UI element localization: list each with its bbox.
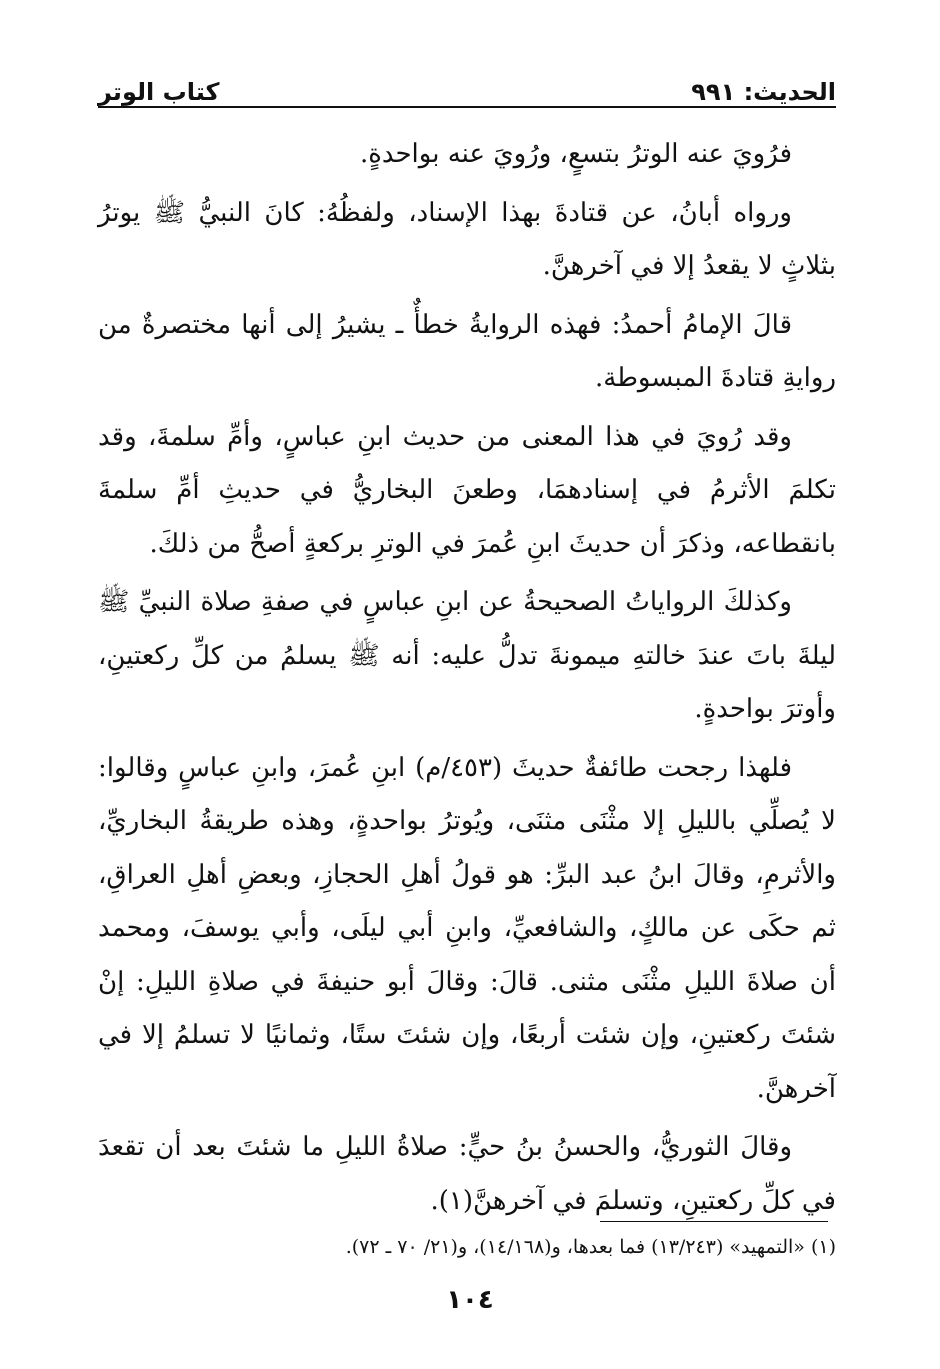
- main-text: [98, 128, 836, 1233]
- paragraph: وكذلكَ الرواياتُ الصحيحةُ عن ابنِ عباسٍ في صفةِ صلاة النبيِّ ﷺ ليلةَ باتَ عندَ خالتهِ ميمونةَ تدلُّ عليه: أنه ﷺ يسلمُ من كلِّ ركعتينِ، وأوترَ بواحدةٍ.: [98, 587, 836, 724]
- paragraph: وقد رُويَ في هذا المعنى من حديث ابنِ عباسٍ، وأمِّ سلمةَ، وقد تكلمَ الأثرمُ في إسنادهمَا، وطعنَ البخاريُّ في حديثِ أمِّ سلمةَ بانقطاعه، وذكرَ أن حديثَ ابنِ عُمرَ في الوترِ بركعةٍ أصحُّ من ذلكَ.: [98, 421, 836, 559]
- page-number: ١٠٤: [446, 1285, 494, 1315]
- footnote-divider: [600, 1221, 828, 1222]
- paragraph: قالَ الإمامُ أحمدُ: فهذه الروايةُ خطأٌ ـ يشيرُ إلى أنها مختصرةٌ من روايةِ قتادةَ المبسوطة.: [98, 309, 836, 393]
- header-divider: [98, 106, 836, 108]
- hadith-number: الحديث: ٩٩١: [691, 78, 836, 106]
- book-title: كتاب الوتر: [98, 78, 220, 106]
- footnote: (١) «التمهيد» (١٣/٢٤٣) فما بعدها، و(١٤/١٦٨)، و(٢١/ ٧٠ ـ ٧٢).: [345, 1236, 836, 1258]
- running-header: [98, 70, 836, 106]
- paragraph: ورواه أبانُ، عن قتادةَ بهذا الإسناد، ولفظُهُ: كانَ النبيُّ ﷺ يوترُ بثلاثٍ لا يقعدُ إلا في آخرهنَّ.: [98, 197, 836, 281]
- paragraph: فرُويَ عنه الوترُ بتسعٍ، ورُويَ عنه بواحدةٍ.: [359, 139, 792, 169]
- paragraph: وقالَ الثوريُّ، والحسنُ بنُ حيٍّ: صلاةُ الليلِ ما شئتَ بعد أن تقعدَ في كلِّ ركعتينِ، وتسلمَ في آخرهنَّ(١).: [98, 1132, 836, 1216]
- paragraph: فلهذا رجحت طائفةٌ حديثَ (٤٥٣/م) ابنِ عُمرَ، وابنِ عباسٍ وقالوا: لا يُصلِّي بالليلِ إلا مثْنَى مثنَى، ويُوترُ بواحدةٍ، وهذه طريقةُ البخاريِّ، والأثرمِ، وقالَ ابنُ عبد البرِّ: هو قولُ أهلِ الحجازِ، وبعضِ أهلِ العراقِ، ثم حكَى عن مالكٍ، والشافعيِّ، وابنِ أبي ليلَى، وأبي يوسفَ، ومحمد أن صلاةَ الليلِ مثْنَى مثنى. قالَ: وقالَ أبو حنيفةَ في صلاةِ الليلِ: إنْ شئتَ ركعتينِ، وإن شئت أربعًا، وإن شئتَ ستًا، وثمانيًا لا تسلمُ إلا في آخرهنَّ.: [98, 752, 836, 1104]
